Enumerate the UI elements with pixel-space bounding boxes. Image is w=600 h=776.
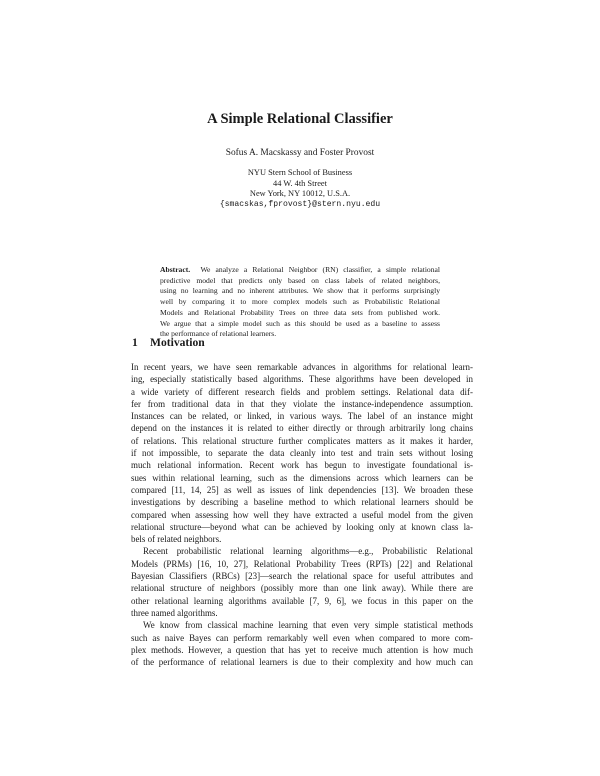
abstract-line: well by comparing it to more complex models such as Probabilistic Relational	[160, 297, 440, 307]
body-line: Instances can be related, or linked, in various ways. The label of an instance might	[131, 411, 473, 422]
body-line: such as naive Bayes can perform remarkably well even when compared to more com-	[131, 632, 473, 643]
body-line: depend on the instances it is related to either directly or through arbitrarily long chains	[131, 423, 473, 434]
body-line: We know from classical machine learning that even very simple statistical methods	[143, 620, 473, 631]
abstract-line	[160, 265, 440, 276]
body-line: much relational information. Recent work has begun to investigate foundational is-	[131, 460, 473, 471]
abstract-line: We argue that a simple model such as this should be used as a baseline to assess	[160, 318, 440, 328]
affiliation-block	[0, 168, 600, 210]
abstract-line: predictive model that predicts only based on class labels of related neighbors,	[160, 275, 440, 285]
section-body	[131, 361, 473, 668]
body-line: relational structure—beyond what can be achieved by looking only at known class la-	[131, 521, 473, 532]
body-line: ing, especially statistically based algorithms. These algorithms have been developed in	[131, 374, 473, 385]
body-line: compared [11, 14, 25] as well as issues of link dependencies [13]. We broaden these	[131, 484, 473, 495]
body-line: compared when assessing how well they have extracted a useful model from the given	[131, 509, 473, 520]
body-line: bels of related neighbors.	[131, 534, 222, 545]
affiliation-institution: NYU Stern School of Business	[247, 168, 353, 177]
body-line: Bayesian Classifiers (RBCs) [23]—search the relational space for useful attributes and	[131, 571, 473, 582]
section-heading	[132, 336, 205, 349]
body-line: other relational learning algorithms available [7, 9, 6], we focus in this paper on the	[131, 595, 473, 606]
body-line: if not impossible, to separate the data cleanly into test and train sets without losing	[131, 448, 473, 459]
body-line: In recent years, we have seen remarkable advances in algorithms for relational learn-	[131, 362, 473, 372]
abstract-line: using no learning and no inherent attributes. We show that it performs surprisingly	[160, 286, 440, 296]
body-line: Models (PRMs) [16, 10, 27], Relational Probability Trees (RPTs) [22] and Relational	[131, 558, 473, 569]
abstract-line: Models and Relational Probability Trees on three data sets from published work.	[160, 307, 440, 317]
paper-title: A Simple Relational Classifier	[207, 111, 393, 127]
section-title: Motivation	[150, 336, 205, 349]
author-list: Sofus A. Macskassy and Foster Provost	[225, 148, 375, 158]
body-line: of relations. This relational structure further complicates matters as it makes it harder,	[131, 435, 473, 446]
body-line: fer from traditional data in that they violate the instance-independence assumption.	[131, 398, 473, 409]
abstract-line: the performance of relational learners.	[160, 329, 277, 339]
affiliation-city: New York, NY 10012, U.S.A.	[249, 189, 351, 199]
section-number: 1	[132, 336, 138, 349]
abstract-first-line: We analyze a Relational Neighbor (RN) classifier, a simple relational	[200, 265, 441, 274]
body-line: of the performance of relational learners is due to their complexity and how much can	[131, 657, 473, 668]
abstract-label: Abstract.	[160, 265, 191, 274]
body-line: Recent probabilistic relational learning algorithms—e.g., Probabilistic Relational	[143, 546, 473, 557]
abstract	[160, 265, 440, 340]
body-line: plex methods. However, a question that has yet to receive much attention is how much	[131, 644, 473, 655]
body-line: sues within relational learning, such as the dimensions across which learners can be	[131, 472, 473, 483]
body-line: relational structure of neighbors (possibly more than one link away). While there are	[131, 583, 473, 594]
body-line: three named algorithms.	[131, 607, 218, 618]
affiliation-email: {smacskas,fprovost}@stern.nyu.edu	[219, 199, 381, 209]
body-line: investigations by describing a baseline method to which relational learners should be	[131, 497, 473, 508]
body-line: a wide variety of different research fields and problem settings. Relational data dif-	[131, 386, 473, 397]
affiliation-street: 44 W. 4th Street	[273, 178, 327, 188]
